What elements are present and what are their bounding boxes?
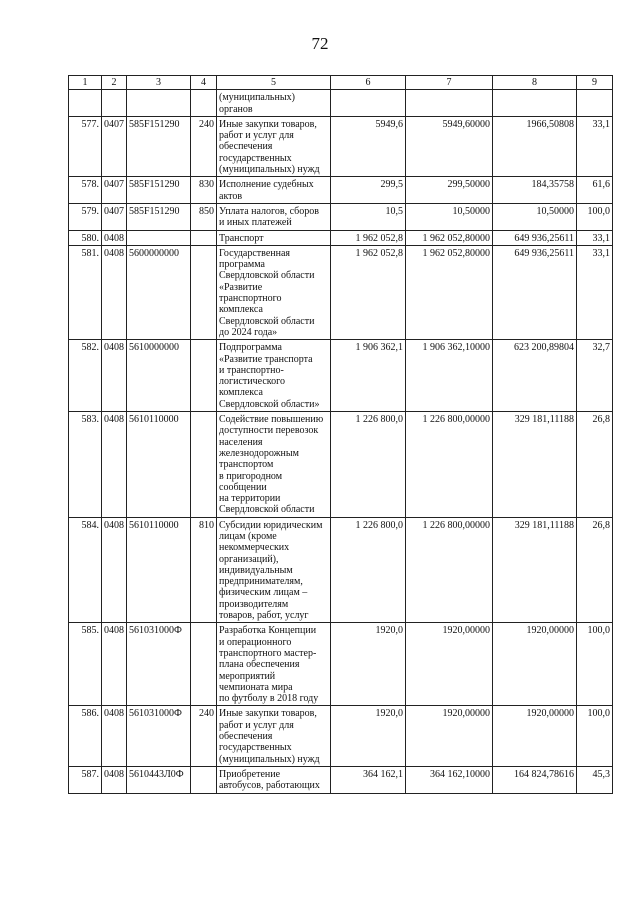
expense-type-code: [191, 245, 217, 339]
executed-amount: 623 200,89804: [493, 340, 577, 412]
header-row: [69, 76, 613, 90]
executed-amount: 329 181,11188: [493, 517, 577, 623]
row-number: 583.: [69, 412, 102, 518]
expense-type-code: 240: [191, 706, 217, 766]
approved-amount: 1 906 362,1: [331, 340, 406, 412]
row-number: [69, 90, 102, 117]
section-code: 0408: [102, 517, 127, 623]
section-code: 0407: [102, 116, 127, 176]
row-number: 577.: [69, 116, 102, 176]
row-number: 582.: [69, 340, 102, 412]
header-cell: 6: [331, 76, 406, 90]
target-article-code: 5600000000: [127, 245, 191, 339]
item-name: Уплата налогов, сборов и иных платежей: [217, 203, 331, 230]
table-row: [69, 412, 613, 518]
row-number: 578.: [69, 177, 102, 204]
refined-amount: 1 226 800,00000: [406, 412, 493, 518]
section-code: 0408: [102, 706, 127, 766]
table-row: [69, 245, 613, 339]
target-article-code: 5610443Л0Ф: [127, 766, 191, 793]
executed-amount: 649 936,25611: [493, 245, 577, 339]
item-name: (муниципальных) органов: [217, 90, 331, 117]
row-number: 584.: [69, 517, 102, 623]
section-code: 0407: [102, 177, 127, 204]
execution-percent: 33,1: [577, 116, 613, 176]
approved-amount: 1 962 052,8: [331, 230, 406, 245]
row-number: 586.: [69, 706, 102, 766]
budget-table: [68, 75, 613, 794]
target-article-code: 561031000Ф: [127, 706, 191, 766]
execution-percent: 61,6: [577, 177, 613, 204]
item-name: Подпрограмма «Развитие транспорта и транспортно- логистического комплекса Свердловской области»: [217, 340, 331, 412]
executed-amount: 1966,50808: [493, 116, 577, 176]
item-name: Государственная программа Свердловской области «Развитие транспортного комплекса Свердловской области до 2024 года»: [217, 245, 331, 339]
target-article-code: [127, 90, 191, 117]
executed-amount: 184,35758: [493, 177, 577, 204]
item-name: Содействие повышению доступности перевозок населения железнодорожным транспортом в пригородном сообщении на территории Свердловской области: [217, 412, 331, 518]
row-number: 579.: [69, 203, 102, 230]
header-cell: 4: [191, 76, 217, 90]
item-name: Иные закупки товаров, работ и услуг для обеспечения государственных (муниципальных) нужд: [217, 116, 331, 176]
execution-percent: 100,0: [577, 706, 613, 766]
row-number: 580.: [69, 230, 102, 245]
refined-amount: 5949,60000: [406, 116, 493, 176]
table-row: [69, 623, 613, 706]
header-cell: 9: [577, 76, 613, 90]
approved-amount: 5949,6: [331, 116, 406, 176]
refined-amount: 299,50000: [406, 177, 493, 204]
section-code: 0408: [102, 340, 127, 412]
section-code: 0408: [102, 230, 127, 245]
approved-amount: 1920,0: [331, 706, 406, 766]
refined-amount: 1 962 052,80000: [406, 230, 493, 245]
expense-type-code: 240: [191, 116, 217, 176]
section-code: 0408: [102, 766, 127, 793]
approved-amount: 1 226 800,0: [331, 517, 406, 623]
header-cell: 3: [127, 76, 191, 90]
refined-amount: 364 162,10000: [406, 766, 493, 793]
table-row: [69, 177, 613, 204]
execution-percent: 33,1: [577, 245, 613, 339]
refined-amount: 10,50000: [406, 203, 493, 230]
executed-amount: 10,50000: [493, 203, 577, 230]
header-cell: 1: [69, 76, 102, 90]
approved-amount: 1 962 052,8: [331, 245, 406, 339]
execution-percent: 45,3: [577, 766, 613, 793]
table-row: [69, 766, 613, 793]
table-row: [69, 517, 613, 623]
execution-percent: 32,7: [577, 340, 613, 412]
refined-amount: 1920,00000: [406, 623, 493, 706]
target-article-code: 561031000Ф: [127, 623, 191, 706]
header-cell: 7: [406, 76, 493, 90]
section-code: 0408: [102, 245, 127, 339]
item-name: Субсидии юридическим лицам (кроме некоммерческих организаций), индивидуальным предпринимателям, физическим лицам – производителям товаров, работ, услуг: [217, 517, 331, 623]
refined-amount: 1 226 800,00000: [406, 517, 493, 623]
approved-amount: 364 162,1: [331, 766, 406, 793]
execution-percent: 100,0: [577, 623, 613, 706]
execution-percent: 26,8: [577, 517, 613, 623]
table-row: [69, 90, 613, 117]
approved-amount: 1920,0: [331, 623, 406, 706]
executed-amount: 1920,00000: [493, 623, 577, 706]
expense-type-code: [191, 230, 217, 245]
target-article-code: 585F151290: [127, 177, 191, 204]
executed-amount: 649 936,25611: [493, 230, 577, 245]
row-number: 581.: [69, 245, 102, 339]
expense-type-code: [191, 412, 217, 518]
refined-amount: [406, 90, 493, 117]
section-code: 0407: [102, 203, 127, 230]
target-article-code: 5610110000: [127, 412, 191, 518]
execution-percent: 100,0: [577, 203, 613, 230]
item-name: Иные закупки товаров, работ и услуг для обеспечения государственных (муниципальных) нужд: [217, 706, 331, 766]
header-cell: 2: [102, 76, 127, 90]
expense-type-code: [191, 623, 217, 706]
expense-type-code: 850: [191, 203, 217, 230]
section-code: [102, 90, 127, 117]
executed-amount: 329 181,11188: [493, 412, 577, 518]
target-article-code: [127, 230, 191, 245]
table-row: [69, 203, 613, 230]
approved-amount: [331, 90, 406, 117]
executed-amount: 1920,00000: [493, 706, 577, 766]
item-name: Исполнение судебных актов: [217, 177, 331, 204]
expense-type-code: 810: [191, 517, 217, 623]
approved-amount: 10,5: [331, 203, 406, 230]
approved-amount: 299,5: [331, 177, 406, 204]
header-cell: 8: [493, 76, 577, 90]
page-number: 72: [311, 34, 329, 53]
header-cell: 5: [217, 76, 331, 90]
execution-percent: [577, 90, 613, 117]
target-article-code: 5610000000: [127, 340, 191, 412]
expense-type-code: [191, 766, 217, 793]
target-article-code: 585F151290: [127, 116, 191, 176]
table-row: [69, 230, 613, 245]
refined-amount: 1 962 052,80000: [406, 245, 493, 339]
execution-percent: 33,1: [577, 230, 613, 245]
expense-type-code: [191, 90, 217, 117]
execution-percent: 26,8: [577, 412, 613, 518]
expense-type-code: 830: [191, 177, 217, 204]
table-body: [69, 90, 613, 793]
approved-amount: 1 226 800,0: [331, 412, 406, 518]
target-article-code: 585F151290: [127, 203, 191, 230]
section-code: 0408: [102, 412, 127, 518]
section-code: 0408: [102, 623, 127, 706]
expense-type-code: [191, 340, 217, 412]
table-row: [69, 340, 613, 412]
row-number: 587.: [69, 766, 102, 793]
table-row: [69, 706, 613, 766]
executed-amount: 164 824,78616: [493, 766, 577, 793]
row-number: 585.: [69, 623, 102, 706]
refined-amount: 1920,00000: [406, 706, 493, 766]
item-name: Транспорт: [217, 230, 331, 245]
target-article-code: 5610110000: [127, 517, 191, 623]
refined-amount: 1 906 362,10000: [406, 340, 493, 412]
table-row: [69, 116, 613, 176]
item-name: Разработка Концепции и операционного транспортного мастер- плана обеспечения мероприятий чемпионата мира по футболу в 2018 году: [217, 623, 331, 706]
item-name: Приобретение автобусов, работающих: [217, 766, 331, 793]
executed-amount: [493, 90, 577, 117]
